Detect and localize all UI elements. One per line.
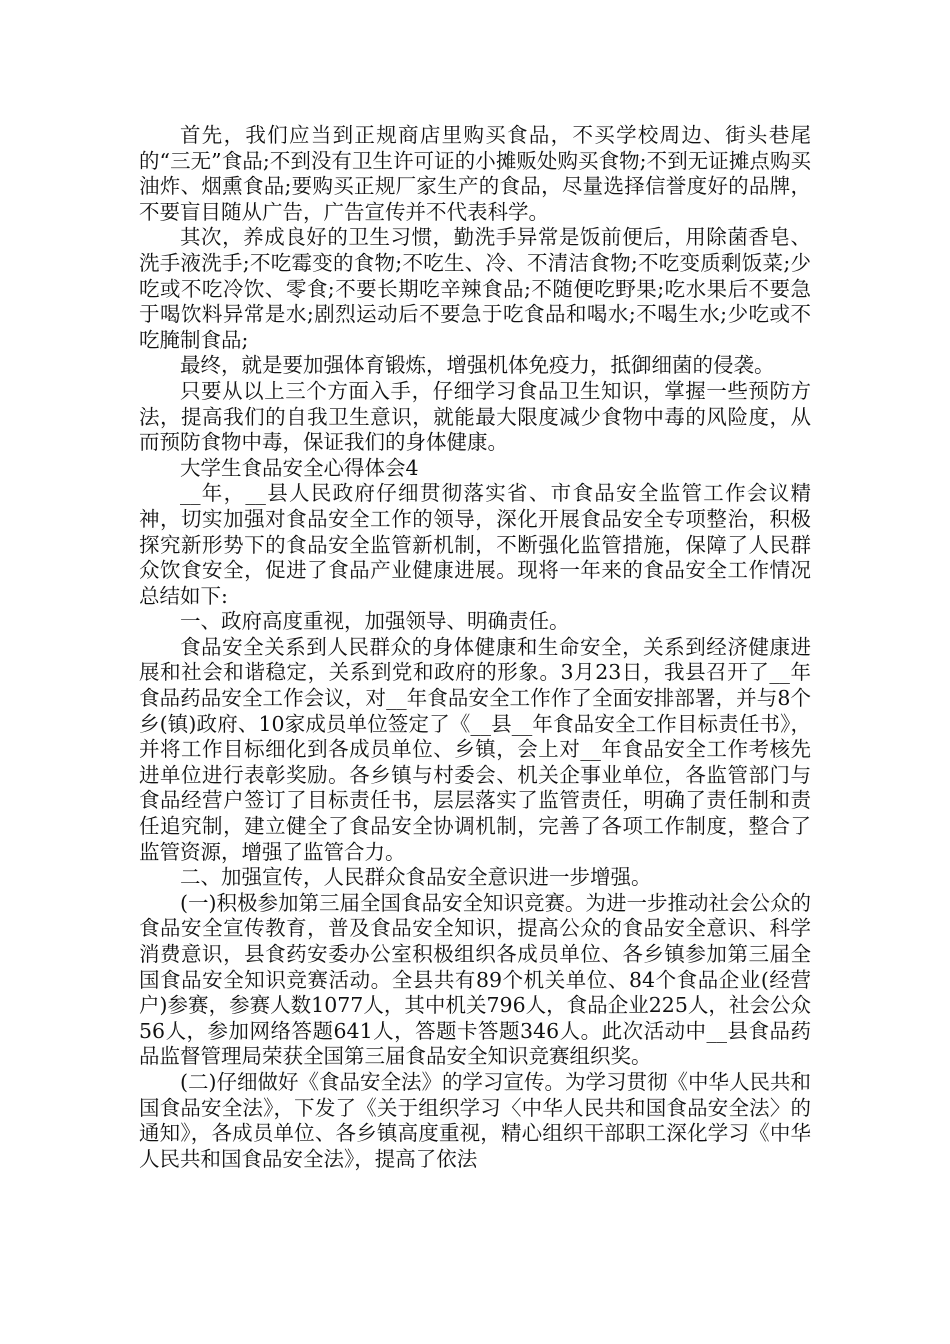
document-body <box>139 123 811 1172</box>
paragraph: 食品安全关系到人民群众的身体健康和生命安全，关系到经济健康进展和社会和谐稳定，关系到党和政府的形象。3月23日，我县召开了__年食品药品安全工作会议，对__年食品安全工作作了全面安排部署，并与8个乡(镇)政府、10家成员单位签定了《__县__年食品安全工作目标责任书》，并将工作目标细化到各成员单位、乡镇，会上对__年食品安全工作考核先进单位进行表彰奖励。各乡镇与村委会、机关企事业单位，各监管部门与食品经营户签订了目标责任书，层层落实了监管责任，明确了责任制和责任追究制，建立健全了食品安全协调机制，完善了各项工作制度，整合了监管资源，增强了监管合力。 <box>139 634 811 864</box>
paragraph: 只要从以上三个方面入手，仔细学习食品卫生知识，掌握一些预防方法，提高我们的自我卫生意识，就能最大限度减少食物中毒的风险度，从而预防食物中毒，保证我们的身体健康。 <box>139 378 811 455</box>
section-heading: 一、政府高度重视，加强领导、明确责任。 <box>180 609 570 634</box>
paragraph: 最终，就是要加强体育锻炼，增强机体免疫力，抵御细菌的侵袭。 <box>180 353 775 378</box>
paragraph: (一)积极参加第三届全国食品安全知识竞赛。为进一步推动社会公众的食品安全宣传教育，普及食品安全知识，提高公众的食品安全意识、科学消费意识，县食药安委办公室积极组织各成员单位、各乡镇参加第三届全国食品安全知识竞赛活动。全县共有89个机关单位、84个食品企业(经营户)参赛，参赛人数1077人，其中机关796人，食品企业225人，社会公众56人，参加网络答题641人，答题卡答题346人。此次活动中__县食品药品监督管理局荣获全国第三届食品安全知识竞赛组织奖。 <box>139 890 811 1069</box>
paragraph: 首先，我们应当到正规商店里购买食品，不买学校周边、街头巷尾的“三无”食品;不到没有卫生许可证的小摊贩处购买食物;不到无证摊点购买油炸、烟熏食品;要购买正规厂家生产的食品，尽量选择信誉度好的品牌，不要盲目随从广告，广告宣传并不代表科学。 <box>139 123 811 224</box>
paragraph: 其次，养成良好的卫生习惯，勤洗手异常是饭前便后，用除菌香皂、洗手液洗手;不吃霉变的食物;不吃生、冷、不清洁食物;不吃变质剩饭菜;少吃或不吃冷饮、零食;不要长期吃辛辣食品;不随便吃野果;吃水果后不要急于喝饮料异常是水;剧烈运动后不要急于吃食品和喝水;不喝生水;少吃或不吃腌制食品; <box>139 225 811 352</box>
section-heading: 大学生食品安全心得体会4 <box>180 455 419 480</box>
paragraph: __年，__县人民政府仔细贯彻落实省、市食品安全监管工作会议精神，切实加强对食品安全工作的领导，深化开展食品安全专项整治，积极探究新形势下的食品安全监管新机制，不断强化监管措施，保障了人民群众饮食安全，促进了食品产业健康进展。现将一年来的食品安全工作情况总结如下: <box>139 481 811 608</box>
section-heading: 二、加强宣传，人民群众食品安全意识进一步增强。 <box>180 865 652 890</box>
paragraph: (二)仔细做好《食品安全法》的学习宣传。为学习贯彻《中华人民共和国食品安全法》，下发了《关于组织学习〈中华人民共和国食品安全法〉的通知》，各成员单位、各乡镇高度重视，精心组织干部职工深化学习《中华人民共和国食品安全法》，提高了依法 <box>139 1069 811 1171</box>
